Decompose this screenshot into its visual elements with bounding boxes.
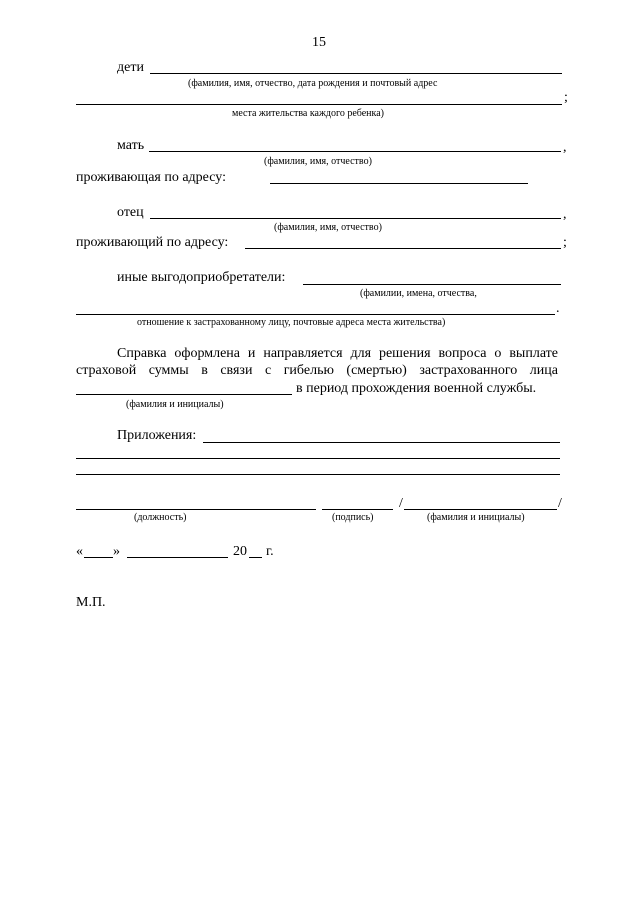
date-close-quote: »: [113, 544, 120, 559]
mother-end-mark: ,: [563, 140, 567, 155]
father-hint: (фамилия, имя, отчество): [274, 222, 382, 233]
beneficiaries-address-line[interactable]: [76, 314, 555, 315]
position-line[interactable]: [76, 509, 316, 510]
name-hint: (фамилия и инициалы): [427, 512, 525, 523]
signature-hint: (подпись): [332, 512, 374, 523]
date-month-line[interactable]: [127, 557, 228, 558]
beneficiaries-hint-1: (фамилии, имена, отчества,: [360, 288, 477, 299]
attachments-label: Приложения:: [117, 428, 197, 443]
father-name-line[interactable]: [150, 218, 561, 219]
beneficiaries-end-mark: .: [556, 301, 560, 316]
statement-name-line[interactable]: [76, 394, 292, 395]
statement-hint: (фамилия и инициалы): [126, 399, 224, 410]
date-year-prefix: 20: [233, 544, 247, 559]
statement-line-1: Справка оформлена и направляется для решения вопроса о выплате: [117, 346, 558, 361]
attachments-line-3[interactable]: [76, 474, 560, 475]
signature-slash-1: /: [399, 496, 403, 511]
father-address-line[interactable]: [245, 248, 561, 249]
mother-address-label: проживающая по адресу:: [76, 170, 226, 185]
date-year-suffix: г.: [266, 544, 274, 559]
beneficiaries-label: иные выгодоприобретатели:: [117, 270, 286, 285]
children-hint-2: места жительства каждого ребенка): [232, 108, 384, 119]
page-number: 15: [312, 35, 326, 50]
mother-label: мать: [117, 138, 145, 153]
beneficiaries-name-line[interactable]: [303, 284, 561, 285]
name-line[interactable]: [404, 509, 557, 510]
children-address-line[interactable]: [76, 104, 562, 105]
father-address-label: проживающий по адресу:: [76, 235, 229, 250]
attachments-line-1[interactable]: [203, 442, 560, 443]
children-hint-1: (фамилия, имя, отчество, дата рождения и почтовый адрес: [188, 78, 438, 89]
children-name-line[interactable]: [150, 73, 562, 74]
children-end-mark: ;: [564, 90, 568, 105]
attachments-line-2[interactable]: [76, 458, 560, 459]
stamp-place: М.П.: [76, 595, 106, 610]
position-hint: (должность): [134, 512, 187, 523]
signature-line[interactable]: [322, 509, 393, 510]
mother-address-line[interactable]: [270, 183, 528, 184]
signature-slash-2: /: [558, 496, 562, 511]
mother-hint: (фамилия, имя, отчество): [264, 156, 372, 167]
date-day-line[interactable]: [84, 557, 113, 558]
father-label: отец: [117, 205, 144, 220]
father-address-end-mark: ;: [563, 235, 567, 250]
mother-name-line[interactable]: [149, 151, 561, 152]
father-end-mark: ,: [563, 207, 567, 222]
statement-line-3-tail: в период прохождения военной службы.: [296, 381, 537, 396]
statement-line-2: страховой суммы в связи с гибелью (смертью) застрахованного лица: [76, 363, 558, 378]
beneficiaries-hint-2: отношение к застрахованному лицу, почтовые адреса места жительства): [137, 317, 446, 328]
date-year-line[interactable]: [249, 557, 262, 558]
date-open-quote: «: [76, 544, 83, 559]
children-label: дети: [117, 60, 144, 75]
